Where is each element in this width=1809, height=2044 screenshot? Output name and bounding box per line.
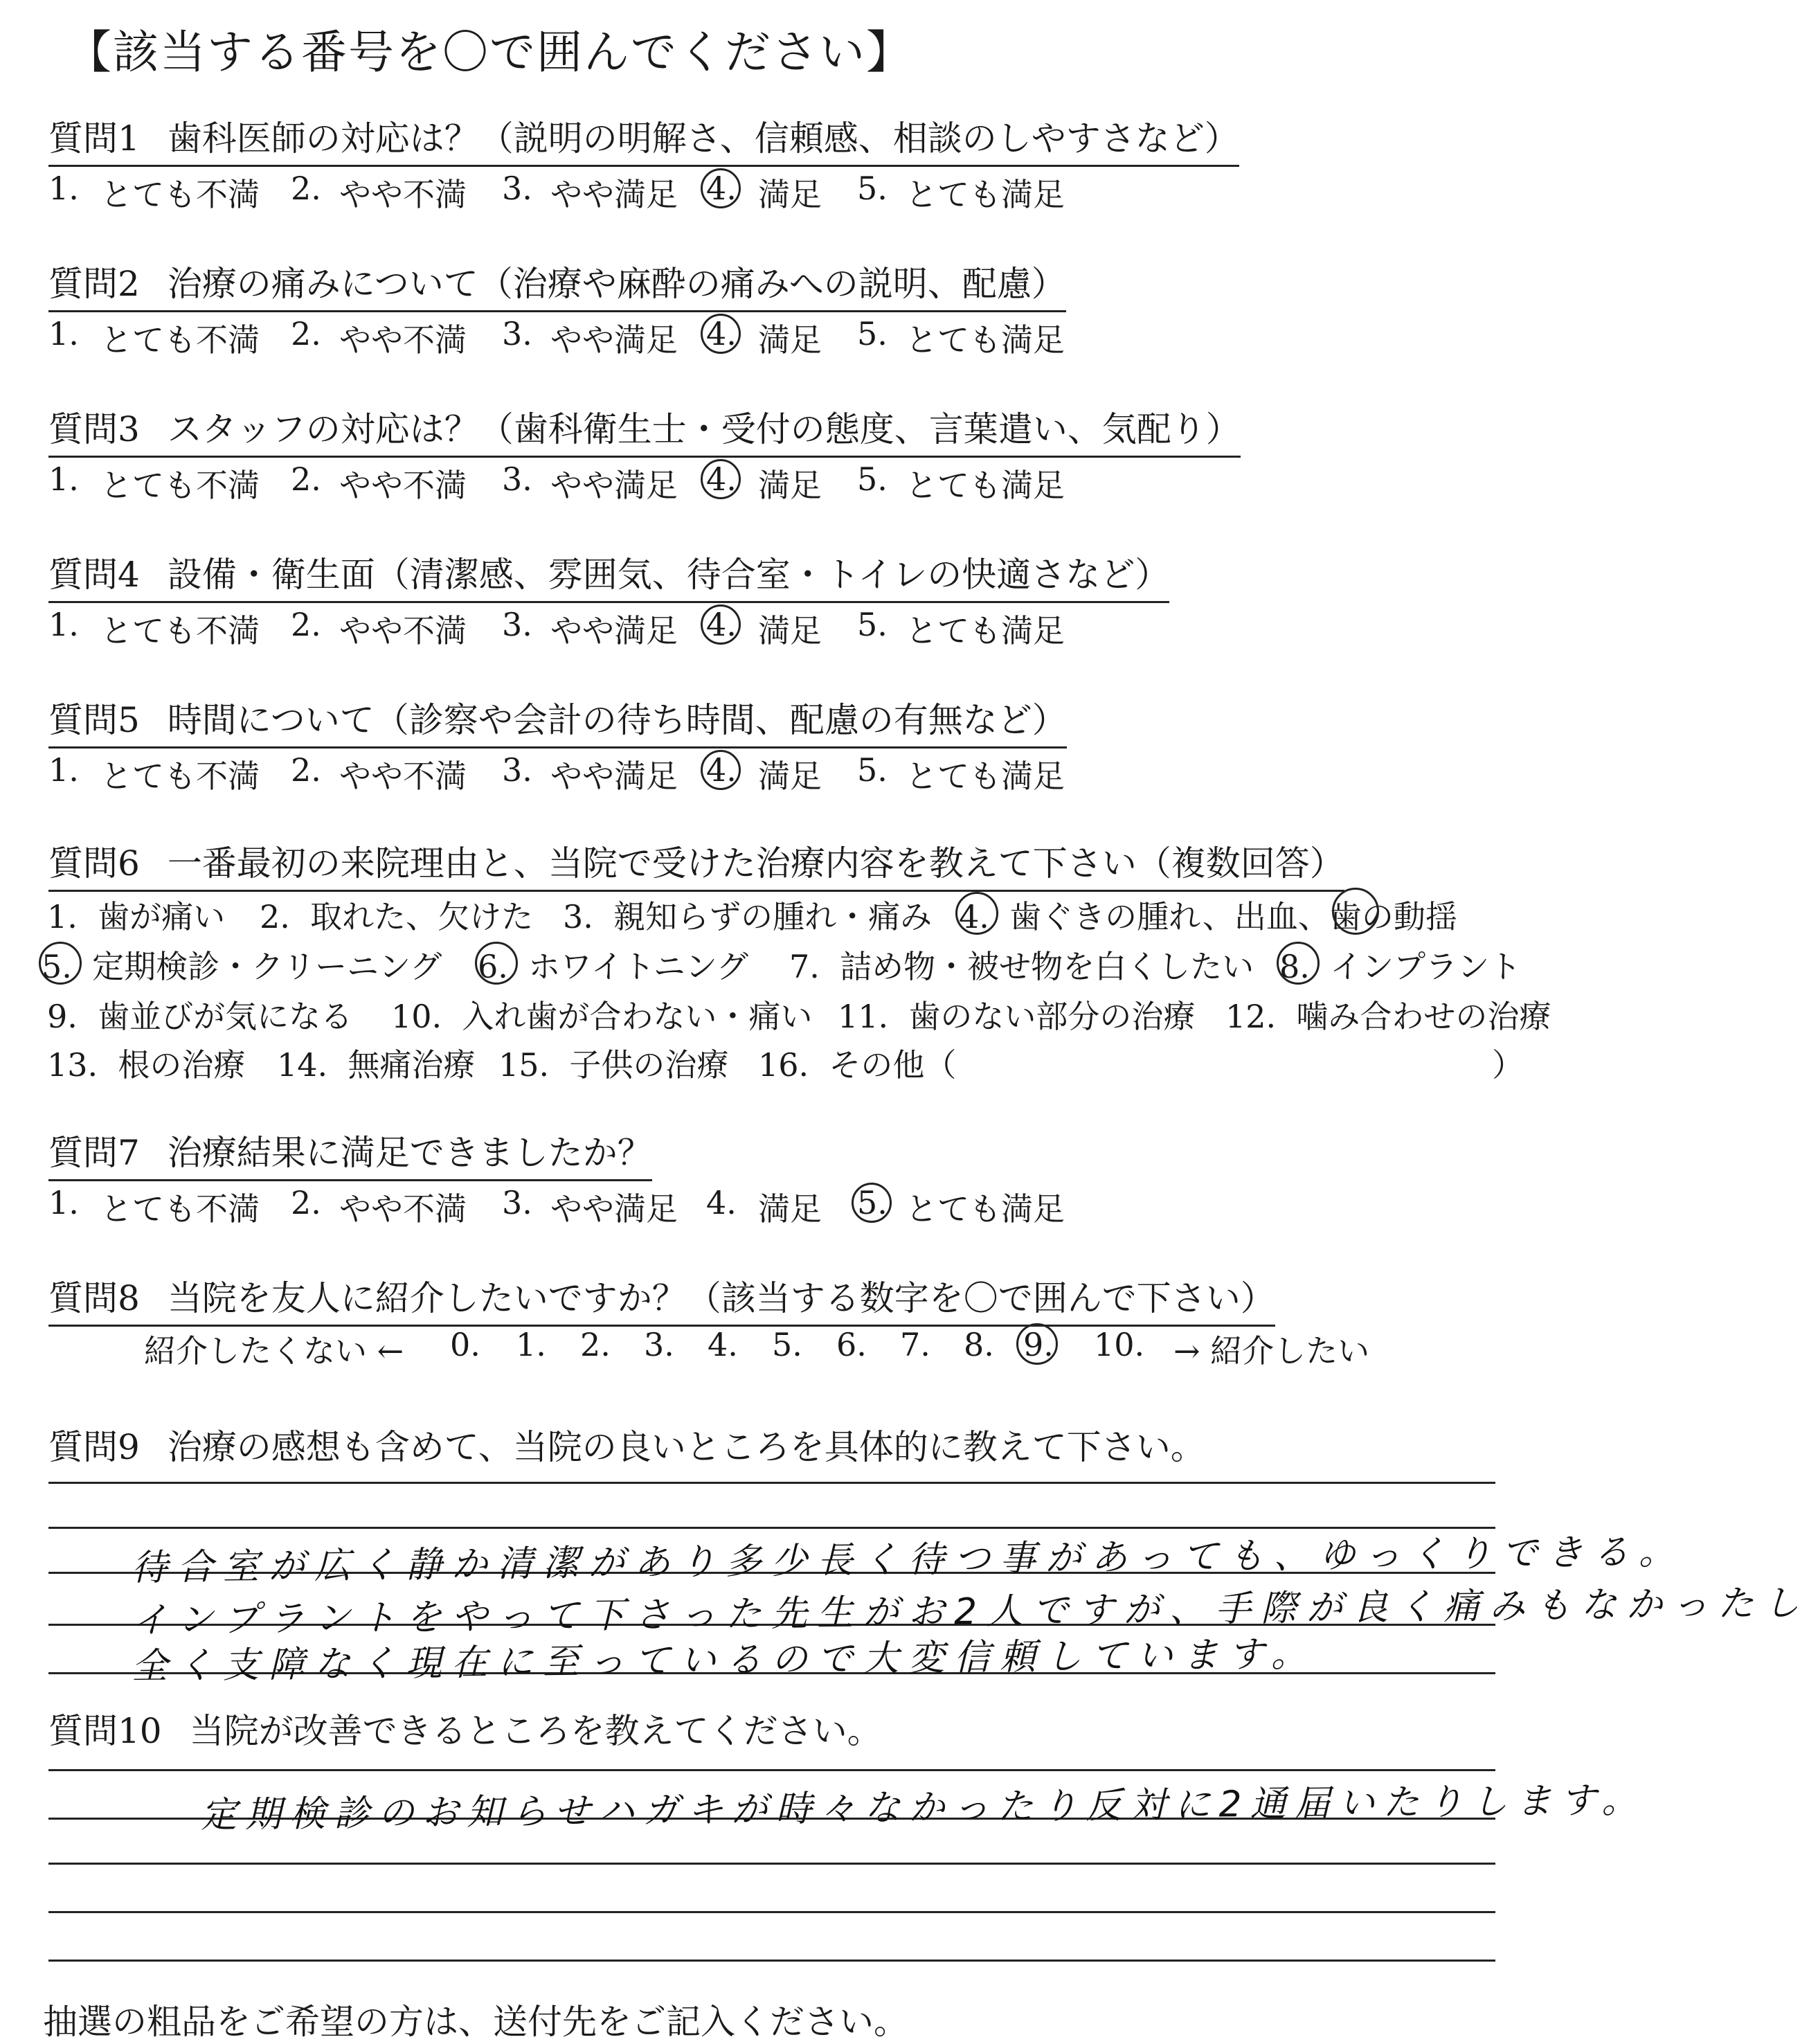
- question-number: 質問7: [48, 1133, 140, 1173]
- q6-option-2[interactable]: 2. 取れた、欠けた: [260, 898, 534, 935]
- q4-option-number[interactable]: 1.: [48, 606, 79, 643]
- q3-option-label[interactable]: 満足: [758, 467, 822, 504]
- q6-option-12[interactable]: 12. 噛み合わせの治療: [1225, 998, 1551, 1035]
- question-number: 質問6: [48, 843, 140, 884]
- q8-scale-2[interactable]: 2.: [580, 1326, 611, 1363]
- q4-selection-circle: [701, 604, 741, 645]
- q6-option-3[interactable]: 3. 親知らずの腫れ・痛み: [563, 898, 933, 935]
- q1-option-number[interactable]: 2.: [291, 170, 321, 207]
- q6-option-1[interactable]: 1. 歯が痛い: [47, 898, 226, 935]
- q5-option-label[interactable]: とても満足: [906, 757, 1065, 795]
- q2-option-label[interactable]: やや不満: [339, 321, 467, 359]
- q1-option-number[interactable]: 4.: [706, 170, 737, 207]
- q6-option-4[interactable]: 4. 歯ぐきの腫れ、出血、歯の動揺: [959, 898, 1457, 935]
- q4-option-label[interactable]: やや不満: [339, 612, 467, 649]
- q3-option-number[interactable]: 1.: [48, 460, 79, 498]
- q8-scale-7[interactable]: 7.: [900, 1326, 930, 1363]
- q2-option-number[interactable]: 2.: [291, 315, 321, 352]
- selection-circle-q6-8: [1277, 942, 1320, 985]
- q8-selection-circle: [1016, 1323, 1058, 1365]
- q1-option-label[interactable]: やや満足: [550, 176, 678, 213]
- q8-scale-9[interactable]: 9.: [1023, 1326, 1054, 1363]
- handwritten-answer-line-1[interactable]: 待合室が広く静か清潔があり多少長く待つ事があっても、ゆっくりできる。: [131, 1531, 1685, 1589]
- q5-option-number[interactable]: 1.: [48, 751, 79, 789]
- q2-option-label[interactable]: とても不満: [100, 321, 260, 359]
- q1-option-label[interactable]: とても満足: [906, 176, 1065, 213]
- q4-option-number[interactable]: 3.: [502, 606, 532, 643]
- q1-option-number[interactable]: 3.: [502, 170, 532, 207]
- q4-option-number[interactable]: 2.: [291, 606, 321, 643]
- q2-selection-circle: [701, 314, 741, 354]
- q2-option-number[interactable]: 5.: [857, 315, 888, 352]
- q8-scale-4[interactable]: 4.: [708, 1326, 738, 1363]
- question-number: 質問9: [48, 1427, 140, 1467]
- q7-option-number[interactable]: 3.: [502, 1184, 532, 1221]
- question-4: [48, 547, 1169, 603]
- question-6: [48, 836, 1344, 892]
- q8-scale-8[interactable]: 8.: [964, 1326, 994, 1363]
- q6-option-6[interactable]: 6. ホワイトニング: [478, 948, 749, 985]
- q1-option-label[interactable]: 満足: [758, 176, 822, 213]
- answer-line: [48, 1911, 1495, 1913]
- q7-option-label[interactable]: やや満足: [550, 1190, 678, 1228]
- question-7: [48, 1125, 652, 1181]
- q6-option-15[interactable]: 15. 子供の治療: [498, 1046, 729, 1084]
- handwritten-answer-line-3[interactable]: 全く支障なく現在に至っているので大変信頼しています。: [131, 1633, 1317, 1687]
- q6-option-13[interactable]: 13. 根の治療: [47, 1046, 246, 1084]
- q6-option-8[interactable]: 8. インプラント: [1279, 948, 1522, 985]
- q5-option-number[interactable]: 5.: [857, 751, 888, 789]
- q8-scale-3[interactable]: 3.: [644, 1326, 674, 1363]
- q6-option-7[interactable]: 7. 詰め物・被せ物を白くしたい: [789, 948, 1254, 985]
- question-5: [48, 692, 1067, 748]
- q1-option-number[interactable]: 5.: [857, 170, 888, 207]
- q8-left-label: 紹介したくない ←: [144, 1332, 404, 1370]
- q4-option-number[interactable]: 5.: [857, 606, 888, 643]
- q5-option-number[interactable]: 3.: [502, 751, 532, 789]
- q4-option-label[interactable]: とても満足: [906, 612, 1065, 649]
- q1-option-number[interactable]: 1.: [48, 170, 79, 207]
- question-number: 質問1: [48, 118, 140, 159]
- answer-line: [48, 1769, 1495, 1771]
- answer-line: [48, 1863, 1495, 1865]
- q5-selection-circle: [701, 750, 741, 790]
- q2-option-number[interactable]: 3.: [502, 315, 532, 352]
- q4-option-label[interactable]: 満足: [758, 612, 822, 649]
- q6-option-9[interactable]: 9. 歯並びが気になる: [47, 998, 353, 1035]
- q3-option-label[interactable]: やや満足: [550, 467, 678, 504]
- q6-option-5[interactable]: 5. 定期検診・クリーニング: [42, 948, 442, 985]
- q2-option-number[interactable]: 4.: [706, 315, 737, 352]
- q8-scale-6[interactable]: 6.: [836, 1326, 867, 1363]
- q3-option-number[interactable]: 2.: [291, 460, 321, 498]
- q7-option-number[interactable]: 4.: [706, 1184, 737, 1221]
- selection-circle-q6-5: [39, 942, 82, 985]
- q5-option-label[interactable]: とても不満: [100, 757, 260, 795]
- q2-option-label[interactable]: とても満足: [906, 321, 1065, 359]
- q6-other-close: ）: [1492, 1046, 1524, 1084]
- question-8: [48, 1271, 1275, 1327]
- question-number: 質問8: [48, 1278, 140, 1318]
- q2-option-number[interactable]: 1.: [48, 315, 79, 352]
- handwritten-answer-line-2[interactable]: インプラントをやって下さった先生がお2人ですが、手際が良く痛みもなかったし: [131, 1582, 1809, 1642]
- q3-option-label[interactable]: とても不満: [100, 467, 260, 504]
- question-text: 治療結果に満足できましたか？: [167, 1133, 652, 1173]
- question-number: 質問2: [48, 264, 140, 304]
- question-text: 当院が改善できるところを教えてください。: [189, 1711, 882, 1751]
- answer-line: [48, 1482, 1495, 1484]
- question-3: [48, 402, 1241, 458]
- question-text: 治療の痛みについて（治療や麻酔の痛みへの説明、配慮）: [167, 264, 1066, 304]
- q7-option-label[interactable]: とても不満: [100, 1190, 260, 1228]
- handwritten-improvement[interactable]: 定期検診のお知らせハガキが時々なかったり反対に2通届いたりします。: [200, 1779, 1646, 1836]
- q8-scale-10[interactable]: 10.: [1094, 1326, 1145, 1363]
- question-number: 質問10: [48, 1711, 162, 1751]
- question-10: [48, 1703, 882, 1753]
- q5-option-label[interactable]: やや満足: [550, 757, 678, 795]
- q1-option-label[interactable]: とても不満: [100, 176, 260, 213]
- q3-option-number[interactable]: 5.: [857, 460, 888, 498]
- q7-option-number[interactable]: 1.: [48, 1184, 79, 1221]
- q7-option-number[interactable]: 5.: [857, 1184, 888, 1221]
- q8-right-label: → 紹介したい: [1173, 1332, 1370, 1370]
- q7-selection-circle: [852, 1183, 892, 1223]
- q5-option-number[interactable]: 4.: [706, 751, 737, 789]
- q3-option-number[interactable]: 4.: [706, 460, 737, 498]
- question-text: 一番最初の来院理由と、当院で受けた治療内容を教えて下さい（複数回答）: [167, 843, 1344, 884]
- q1-selection-circle: [701, 168, 741, 208]
- q7-option-number[interactable]: 2.: [291, 1184, 321, 1221]
- question-text: 設備・衛生面（清潔感、雰囲気、待合室・トイレの快適さなど）: [167, 555, 1170, 595]
- q2-option-label[interactable]: 満足: [758, 321, 822, 359]
- question-text: 当院を友人に紹介したいですか？（該当する数字を〇で囲んで下さい）: [167, 1278, 1275, 1318]
- q3-option-number[interactable]: 3.: [502, 460, 532, 498]
- q4-option-number[interactable]: 4.: [706, 606, 737, 643]
- q1-option-label[interactable]: やや不満: [339, 176, 467, 213]
- q5-option-label[interactable]: 満足: [758, 757, 822, 795]
- q3-selection-circle: [701, 459, 741, 499]
- q8-scale-1[interactable]: 1.: [516, 1326, 546, 1363]
- question-9: [48, 1419, 1205, 1469]
- q8-scale-0[interactable]: 0.: [450, 1326, 480, 1363]
- question-1: [48, 111, 1239, 167]
- q5-option-label[interactable]: やや不満: [339, 757, 467, 795]
- q3-option-label[interactable]: とても満足: [906, 467, 1065, 504]
- question-number: 質問5: [48, 700, 140, 740]
- q8-scale-5[interactable]: 5.: [772, 1326, 802, 1363]
- footer-note: 抽選の粗品をご希望の方は、送付先をご記入ください。: [43, 2002, 908, 2042]
- selection-circle-q6-4: [955, 892, 998, 935]
- q2-option-label[interactable]: やや満足: [550, 321, 678, 359]
- q6-option-14[interactable]: 14. 無痛治療: [277, 1046, 476, 1084]
- question-number: 質問3: [48, 409, 140, 449]
- question-text: 治療の感想も含めて、当院の良いところを具体的に教えて下さい。: [167, 1427, 1205, 1467]
- selection-circle-q6-tooth: [1332, 888, 1379, 935]
- question-text: スタッフの対応は？（歯科衛生士・受付の態度、言葉遣い、気配り）: [167, 409, 1241, 449]
- page-title: 【該当する番号を〇で囲んでください】: [66, 26, 913, 79]
- selection-circle-q6-6: [475, 942, 518, 985]
- q6-option-11[interactable]: 11. 歯のない部分の治療: [838, 998, 1196, 1035]
- question-2: [48, 256, 1066, 312]
- q7-option-label[interactable]: とても満足: [906, 1190, 1065, 1228]
- q3-option-label[interactable]: やや不満: [339, 467, 467, 504]
- q4-option-label[interactable]: やや満足: [550, 612, 678, 649]
- q5-option-number[interactable]: 2.: [291, 751, 321, 789]
- q7-option-label[interactable]: やや不満: [339, 1190, 467, 1228]
- question-text: 歯科医師の対応は？（説明の明解さ、信頼感、相談のしやすさなど）: [167, 118, 1239, 159]
- q7-option-label[interactable]: 満足: [758, 1190, 822, 1228]
- q6-option-16[interactable]: 16. その他（: [758, 1046, 957, 1084]
- q4-option-label[interactable]: とても不満: [100, 612, 260, 649]
- answer-line: [48, 1960, 1495, 1962]
- question-text: 時間について（診察や会計の待ち時間、配慮の有無など）: [167, 700, 1067, 740]
- q6-option-10[interactable]: 10. 入れ歯が合わない・痛い: [391, 998, 813, 1035]
- question-number: 質問4: [48, 555, 140, 595]
